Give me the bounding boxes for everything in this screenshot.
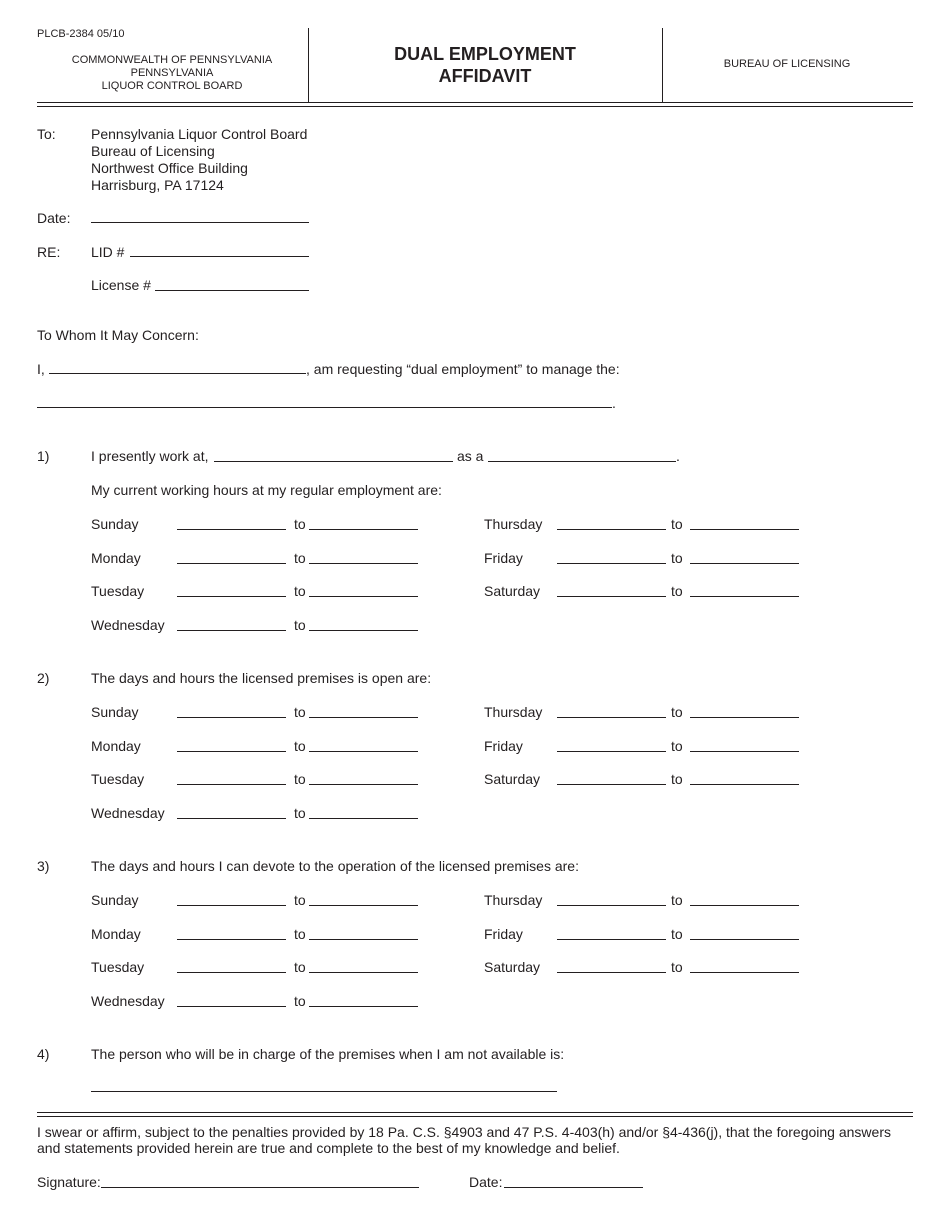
thursday-from-field[interactable] bbox=[557, 717, 666, 718]
saturday-from-field[interactable] bbox=[557, 596, 666, 597]
signature-label: Signature: bbox=[37, 1174, 101, 1190]
page-title-line-2: AFFIDAVIT bbox=[438, 66, 532, 86]
day-label-tuesday: Tuesday bbox=[91, 959, 145, 975]
to-label: to bbox=[294, 516, 306, 532]
agency-line-1: COMMONWEALTH OF PENNSYLVANIA bbox=[71, 54, 273, 66]
wednesday-from-field[interactable] bbox=[177, 630, 286, 631]
signature-field[interactable] bbox=[101, 1187, 419, 1188]
signature-date-label: Date: bbox=[469, 1174, 503, 1190]
day-label-sunday: Sunday bbox=[91, 892, 139, 908]
to-label: to bbox=[671, 583, 683, 599]
friday-from-field[interactable] bbox=[557, 751, 666, 752]
section-1-text: I presently work at, bbox=[91, 448, 209, 464]
date-label: Date: bbox=[37, 210, 71, 226]
saturday-to-field[interactable] bbox=[690, 972, 799, 973]
day-label-friday: Friday bbox=[484, 550, 523, 566]
day-label-monday: Monday bbox=[91, 550, 141, 566]
section-2-number: 2) bbox=[37, 670, 50, 686]
tuesday-to-field[interactable] bbox=[309, 596, 418, 597]
day-label-saturday: Saturday bbox=[484, 771, 541, 787]
section-3-text: The days and hours I can devote to the operation of the licensed premises are: bbox=[91, 858, 579, 874]
day-label-wednesday: Wednesday bbox=[91, 993, 165, 1009]
as-a-label: as a bbox=[457, 448, 484, 464]
thursday-from-field[interactable] bbox=[557, 905, 666, 906]
to-label: to bbox=[671, 516, 683, 532]
signature-date-field[interactable] bbox=[504, 1187, 643, 1188]
affirmation-line-1: I swear or affirm, subject to the penalties provided by 18 Pa. C.S. §4903 and 47 P.S. 4-403(h) and/or §4-436(j), that the foregoing answers bbox=[37, 1124, 891, 1140]
monday-from-field[interactable] bbox=[177, 939, 286, 940]
to-label: to bbox=[294, 771, 306, 787]
lid-label: LID # bbox=[91, 244, 125, 260]
friday-to-field[interactable] bbox=[690, 563, 799, 564]
sunday-to-field[interactable] bbox=[309, 905, 418, 906]
footer-rule-bottom bbox=[37, 1116, 913, 1117]
monday-from-field[interactable] bbox=[177, 751, 286, 752]
to-label: to bbox=[671, 771, 683, 787]
address-line-2: Bureau of Licensing bbox=[91, 143, 215, 159]
address-line-3: Northwest Office Building bbox=[91, 160, 248, 176]
thursday-to-field[interactable] bbox=[690, 905, 799, 906]
section-2-text: The days and hours the licensed premises is open are: bbox=[91, 670, 432, 686]
bureau-label: BUREAU OF LICENSING bbox=[723, 58, 851, 70]
wednesday-from-field[interactable] bbox=[177, 1006, 286, 1007]
friday-to-field[interactable] bbox=[690, 751, 799, 752]
day-label-monday: Monday bbox=[91, 926, 141, 942]
to-label: to bbox=[294, 805, 306, 821]
to-label: to bbox=[671, 926, 683, 942]
section-3-number: 3) bbox=[37, 858, 50, 874]
name-field[interactable] bbox=[49, 373, 306, 374]
re-label: RE: bbox=[37, 244, 61, 260]
tuesday-from-field[interactable] bbox=[177, 784, 286, 785]
wednesday-to-field[interactable] bbox=[309, 1006, 418, 1007]
to-label: to bbox=[671, 892, 683, 908]
to-label: to bbox=[294, 926, 306, 942]
premises-period: . bbox=[612, 395, 616, 411]
section-4-number: 4) bbox=[37, 1046, 50, 1062]
header-rule-bottom bbox=[37, 106, 913, 107]
day-label-tuesday: Tuesday bbox=[91, 583, 145, 599]
monday-to-field[interactable] bbox=[309, 563, 418, 564]
thursday-from-field[interactable] bbox=[557, 529, 666, 530]
to-label: to bbox=[294, 738, 306, 754]
sunday-to-field[interactable] bbox=[309, 529, 418, 530]
affirmation-line-2: and statements provided herein are true and complete to the best of my knowledge and belief. bbox=[37, 1140, 620, 1156]
day-label-wednesday: Wednesday bbox=[91, 805, 165, 821]
day-label-sunday: Sunday bbox=[91, 516, 139, 532]
sunday-to-field[interactable] bbox=[309, 717, 418, 718]
section-1-period: . bbox=[676, 448, 680, 464]
hours-intro: My current working hours at my regular employment are: bbox=[91, 482, 442, 498]
premises-field[interactable] bbox=[37, 407, 612, 408]
salutation: To Whom It May Concern: bbox=[37, 327, 199, 343]
address-line-1: Pennsylvania Liquor Control Board bbox=[91, 126, 308, 142]
wednesday-to-field[interactable] bbox=[309, 818, 418, 819]
request-text: , am requesting “dual employment” to manage the: bbox=[306, 361, 620, 377]
to-label: to bbox=[294, 993, 306, 1009]
saturday-to-field[interactable] bbox=[690, 784, 799, 785]
to-label: to bbox=[294, 550, 306, 566]
to-label: to bbox=[294, 704, 306, 720]
section-4-text: The person who will be in charge of the premises when I am not available is: bbox=[91, 1046, 565, 1062]
header-divider-left bbox=[308, 28, 309, 102]
friday-from-field[interactable] bbox=[557, 939, 666, 940]
agency-line-2: PENNSYLVANIA bbox=[130, 67, 214, 79]
monday-to-field[interactable] bbox=[309, 751, 418, 752]
day-label-sunday: Sunday bbox=[91, 704, 139, 720]
position-field[interactable] bbox=[488, 461, 676, 462]
thursday-to-field[interactable] bbox=[690, 529, 799, 530]
section-1-number: 1) bbox=[37, 448, 50, 464]
tuesday-from-field[interactable] bbox=[177, 972, 286, 973]
footer-rule-top bbox=[37, 1112, 913, 1113]
to-label: To: bbox=[37, 126, 56, 142]
sunday-from-field[interactable] bbox=[177, 717, 286, 718]
day-label-friday: Friday bbox=[484, 926, 523, 942]
page-title-line-1: DUAL EMPLOYMENT bbox=[394, 44, 576, 64]
friday-from-field[interactable] bbox=[557, 563, 666, 564]
form-id: PLCB-2384 05/10 bbox=[37, 28, 125, 40]
tuesday-to-field[interactable] bbox=[309, 784, 418, 785]
header-rule-top bbox=[37, 102, 913, 103]
to-label: to bbox=[294, 617, 306, 633]
tuesday-to-field[interactable] bbox=[309, 972, 418, 973]
agency-line-3: LIQUOR CONTROL BOARD bbox=[101, 80, 243, 92]
to-label: to bbox=[294, 959, 306, 975]
sunday-from-field[interactable] bbox=[177, 529, 286, 530]
person-in-charge-field[interactable] bbox=[91, 1091, 557, 1092]
friday-to-field[interactable] bbox=[690, 939, 799, 940]
day-label-saturday: Saturday bbox=[484, 959, 541, 975]
license-field[interactable] bbox=[155, 290, 309, 291]
wednesday-from-field[interactable] bbox=[177, 818, 286, 819]
day-label-saturday: Saturday bbox=[484, 583, 541, 599]
date-field[interactable] bbox=[91, 222, 309, 223]
day-label-friday: Friday bbox=[484, 738, 523, 754]
day-label-tuesday: Tuesday bbox=[91, 771, 145, 787]
day-label-monday: Monday bbox=[91, 738, 141, 754]
i-prefix: I, bbox=[37, 361, 45, 377]
employer-field[interactable] bbox=[214, 461, 453, 462]
saturday-from-field[interactable] bbox=[557, 972, 666, 973]
saturday-to-field[interactable] bbox=[690, 596, 799, 597]
day-label-thursday: Thursday bbox=[484, 892, 543, 908]
tuesday-from-field[interactable] bbox=[177, 596, 286, 597]
to-label: to bbox=[294, 583, 306, 599]
monday-from-field[interactable] bbox=[177, 563, 286, 564]
saturday-from-field[interactable] bbox=[557, 784, 666, 785]
monday-to-field[interactable] bbox=[309, 939, 418, 940]
license-label: License # bbox=[91, 277, 151, 293]
to-label: to bbox=[671, 550, 683, 566]
sunday-from-field[interactable] bbox=[177, 905, 286, 906]
to-label: to bbox=[671, 738, 683, 754]
to-label: to bbox=[671, 959, 683, 975]
wednesday-to-field[interactable] bbox=[309, 630, 418, 631]
address-line-4: Harrisburg, PA 17124 bbox=[91, 177, 224, 193]
to-label: to bbox=[671, 704, 683, 720]
day-label-thursday: Thursday bbox=[484, 516, 543, 532]
to-label: to bbox=[294, 892, 306, 908]
day-label-wednesday: Wednesday bbox=[91, 617, 165, 633]
thursday-to-field[interactable] bbox=[690, 717, 799, 718]
lid-field[interactable] bbox=[130, 256, 309, 257]
day-label-thursday: Thursday bbox=[484, 704, 543, 720]
